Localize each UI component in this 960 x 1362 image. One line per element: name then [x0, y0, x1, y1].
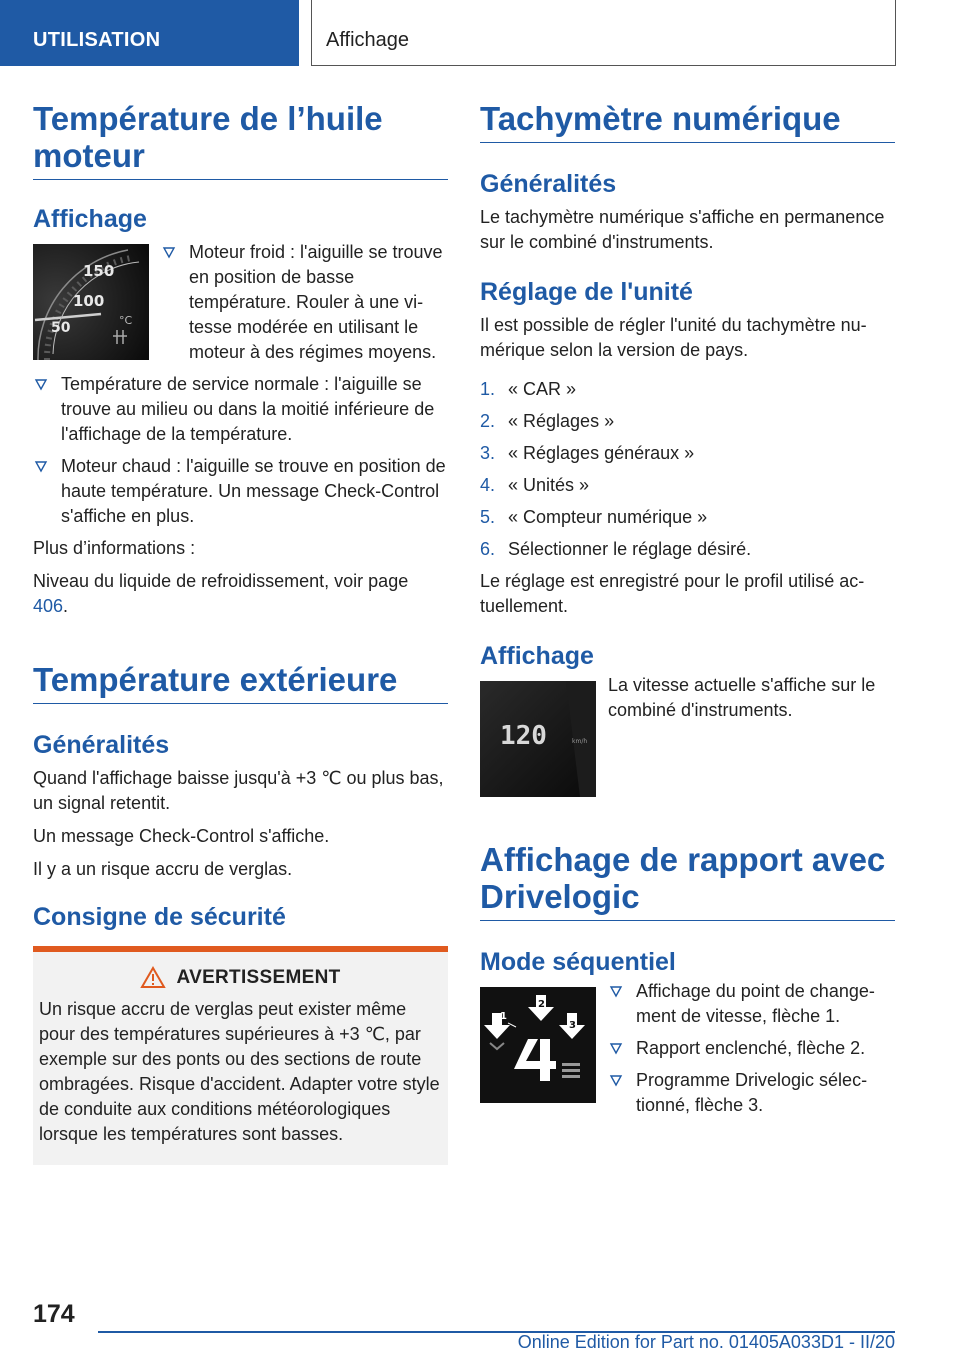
gear-display-title: Affichage de rapport avec Drivelogic [480, 841, 895, 921]
triangle-bullet-icon [609, 1041, 623, 1055]
callout-3: 3 [569, 1020, 576, 1031]
page-title-box [311, 0, 896, 66]
list-item: 3. « Réglages généraux » [480, 443, 695, 463]
oil-bullets [33, 372, 448, 529]
gear-display-block [480, 983, 895, 1125]
list-item: 6. Sélectionner le réglage désiré. [480, 539, 752, 559]
section-title: UTILISATION [33, 29, 161, 51]
oil-temperature-gauge-image [33, 244, 149, 360]
unit-steps [480, 377, 895, 562]
tacho-display-block [480, 677, 895, 797]
list-item: 2. « Réglages » [480, 411, 615, 431]
outside-paragraph: Il y a un risque accru de verglas. [33, 859, 293, 879]
list-item: Rapport enclenché, flèche 2. [608, 1036, 895, 1061]
gauge-label-100: 100 [73, 292, 105, 310]
callout-2: 2 [538, 999, 545, 1010]
safety-heading: Consigne de sécurité [33, 903, 286, 931]
page-title: Affichage [326, 29, 410, 51]
speed-unit: km/h [572, 738, 588, 745]
right-column [480, 100, 895, 1125]
list-item: 1. « CAR » [480, 379, 577, 399]
digital-speed-image [480, 681, 596, 797]
oil-display-heading: Affichage [33, 205, 147, 233]
warning-box [33, 946, 448, 1165]
triangle-bullet-icon [609, 1073, 623, 1087]
triangle-bullet-icon [34, 459, 48, 473]
tacho-display-text: La vitesse actuelle s'affiche sur le combiné d'instruments. [608, 675, 876, 720]
outside-general-heading: Généralités [33, 731, 170, 759]
tacho-general-heading: Généralités [480, 170, 617, 198]
triangle-bullet-icon [162, 245, 176, 259]
triangle-bullet-icon [609, 984, 623, 998]
tacho-general-text: Le tachymètre numérique s'affiche en permanence sur le combiné d'instruments. [480, 207, 885, 252]
oil-bullets-short [161, 240, 448, 372]
tachometer-title: Tachymètre numérique [480, 100, 895, 143]
list-item: Programme Drivelogic sélectionné, flèche 3. [608, 1068, 895, 1118]
warning-triangle-icon [140, 966, 166, 989]
triangle-bullet-icon [34, 377, 48, 391]
oil-temperature-title: Température de l’huile moteur [33, 100, 448, 180]
oil-display-block [33, 240, 448, 372]
warning-text: Un risque accru de verglas peut exister même pour des températures supérieures à +3 ℃, par exemple sur des ponts ou des sections de route ombragées. Risque d'accident. Adapter votre style de conduite aux conditions météorologiques lorsque les températures sont basses. [39, 999, 440, 1144]
page-link-406[interactable]: 406 [33, 596, 64, 616]
gauge-unit: °C [119, 314, 133, 327]
saved-setting-text: Le réglage est enregistré pour le profil utilisé actuellement. [480, 571, 865, 616]
gear-indicator-image [480, 987, 596, 1103]
warning-title-row [39, 966, 442, 989]
tacho-display-heading: Affichage [480, 642, 594, 670]
list-item: 5. « Compteur numérique » [480, 507, 708, 527]
edition-footer: Online Edition for Part no. 01405A033D1 - II/20 [517, 1332, 895, 1352]
coolant-reference: Niveau du liquide de refroidissement, voir page 406. [33, 571, 409, 616]
unit-setting-text: Il est possible de régler l'unité du tachymètre numérique selon la version de pays. [480, 315, 867, 360]
page-number: 174 [33, 1300, 75, 1328]
gauge-label-50: 50 [51, 320, 71, 336]
left-column [33, 100, 448, 1165]
gauge-label-150: 150 [83, 262, 115, 280]
section-tab [0, 0, 299, 66]
list-item: Moteur froid : l'aiguille se trouve en position de basse température. Rouler à une vitesse modérée en utilisant le moteur à des régimes moyens. [161, 240, 448, 365]
unit-setting-heading: Réglage de l'unité [480, 278, 693, 306]
warning-title: AVERTISSEMENT [176, 966, 341, 988]
more-info-label: Plus d’informations : [33, 538, 196, 558]
speed-value: 120 [500, 721, 547, 751]
sequential-mode-heading: Mode séquentiel [480, 948, 676, 976]
gear-bullets [608, 979, 895, 1125]
list-item: Moteur chaud : l'aiguille se trouve en position de haute température. Un message Check-Control s'affiche en plus. [33, 454, 448, 529]
outside-paragraph: Un message Check-Control s'affiche. [33, 826, 330, 846]
outside-temperature-title: Température extérieure [33, 661, 448, 704]
outside-paragraph: Quand l'affichage baisse jusqu'à +3 ℃ ou plus bas, un signal retentit. [33, 768, 444, 813]
list-item: Température de service normale : l'aiguille se trouve au milieu ou dans la moitié inférieure de l'affichage de la température. [33, 372, 448, 447]
list-item: Affichage du point de changement de vitesse, flèche 1. [608, 979, 895, 1029]
list-item: 4. « Unités » [480, 475, 590, 495]
callout-1: 1 [500, 1011, 507, 1022]
